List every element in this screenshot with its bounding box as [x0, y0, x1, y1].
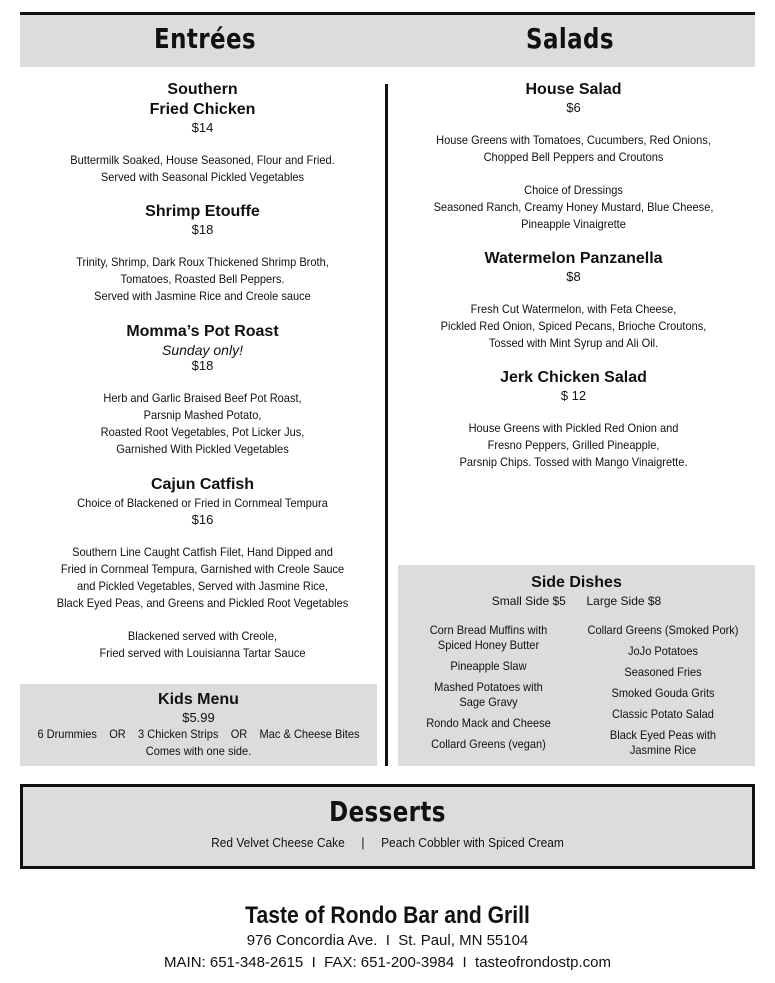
item-description: Choice of Dressings Seasoned Ranch, Creamy Honey Mustard, Blue Cheese, Pineapple Vinaigrette — [433, 183, 714, 231]
kids-menu-options: 6 Drummies OR 3 Chicken Strips OR Mac & Cheese Bites — [37, 727, 360, 741]
menu-item — [392, 80, 755, 233]
side-item: Classic Potato Salad — [612, 707, 714, 721]
column-divider — [385, 84, 388, 766]
small-side-price: Small Side $5 — [491, 594, 566, 608]
item-description: Buttermilk Soaked, House Seasoned, Flour and Fried. Served with Seasonal Pickled Vegetables — [70, 153, 335, 184]
side-item: Pineapple Slaw — [450, 659, 527, 673]
item-name: Fried Chicken — [149, 101, 256, 118]
side-item: Seasoned Fries — [624, 665, 702, 679]
menu-item — [20, 202, 385, 305]
restaurant-address: 976 Concordia Ave. I St. Paul, MN 55104 — [246, 932, 529, 949]
item-name: Watermelon Panzanella — [484, 250, 663, 267]
item-price: $18 — [191, 358, 214, 373]
side-item: Black Eyed Peas with Jasmine Rice — [609, 728, 717, 757]
item-price: $8 — [566, 269, 581, 284]
item-name: House Salad — [525, 81, 622, 98]
item-description: Herb and Garlic Braised Beef Pot Roast, Parsnip Mashed Potato, Roasted Root Vegetables, Pot Licker Jus, Garnished With Pickled Vegetables — [100, 391, 305, 456]
kids-menu-price: $5.99 — [182, 710, 215, 725]
item-price: $6 — [566, 100, 581, 115]
item-name: Momma’s Pot Roast — [126, 323, 279, 340]
item-description: Trinity, Shrimp, Dark Roux Thickened Shrimp Broth, Tomatoes, Roasted Bell Peppers. Served with Jasmine Rice and Creole sauce — [76, 255, 329, 303]
item-price: $ 12 — [560, 388, 587, 403]
kids-menu-title: Kids Menu — [158, 691, 239, 708]
salads-title: Salads — [526, 22, 614, 55]
menu-item — [392, 368, 755, 471]
desserts-box — [20, 784, 755, 869]
item-name: Southern — [167, 81, 238, 98]
side-item: Rondo Mack and Cheese — [426, 716, 551, 730]
menu-item — [20, 475, 385, 662]
side-item: Smoked Gouda Grits — [611, 686, 715, 700]
desserts-title: Desserts — [329, 795, 446, 828]
item-name: Jerk Chicken Salad — [500, 369, 647, 386]
restaurant-name: Taste of Rondo Bar and Grill — [245, 902, 530, 929]
item-note: Sunday only! — [162, 342, 243, 358]
side-item: JoJo Potatoes — [628, 644, 698, 658]
item-description: House Greens with Tomatoes, Cucumbers, Red Onions, Chopped Bell Peppers and Croutons — [436, 133, 711, 164]
entrees-title: Entrées — [153, 22, 257, 55]
side-dishes-title: Side Dishes — [531, 574, 622, 591]
item-subtitle: Choice of Blackened or Fried in Cornmeal Tempura — [77, 496, 328, 510]
menu-item — [20, 322, 385, 458]
restaurant-contact: MAIN: 651-348-2615 I FAX: 651-200-3984 I tasteofrondostp.com — [164, 954, 611, 971]
kids-menu-box — [20, 684, 377, 766]
large-side-price: Large Side $8 — [586, 594, 662, 608]
menu-item — [392, 249, 755, 352]
kids-menu-note: Comes with one side. — [145, 744, 252, 758]
side-dishes-box — [398, 565, 755, 766]
salad-list — [392, 80, 755, 471]
item-name: Cajun Catfish — [150, 476, 255, 493]
side-list-right — [585, 623, 741, 764]
item-description: House Greens with Pickled Red Onion and Fresno Peppers, Grilled Pineapple, Parsnip Chips. Tossed with Mango Vinaigrette. — [459, 421, 688, 469]
footer — [0, 902, 775, 974]
side-prices — [398, 593, 755, 609]
side-item: Collard Greens (Smoked Pork) — [587, 623, 739, 637]
side-item: Collard Greens (vegan) — [431, 737, 546, 751]
side-list-left — [413, 623, 565, 758]
item-description: Southern Line Caught Catfish Filet, Hand Dipped and Fried in Cornmeal Tempura, Garnished with Creole Sauce and Pickled Vegetables, Served with Jasmine Rice, Black Eyed Peas, and Greens and Pickled Root Vegetables — [56, 545, 349, 610]
item-price: $16 — [191, 512, 214, 527]
desserts-list: Red Velvet Cheese Cake | Peach Cobbler with Spiced Cream — [211, 835, 564, 850]
entree-list — [20, 80, 385, 662]
menu-item — [20, 80, 385, 186]
item-price: $14 — [191, 120, 214, 135]
item-description: Fresh Cut Watermelon, with Feta Cheese, Pickled Red Onion, Spiced Pecans, Brioche Croutons, Tossed with Mint Syrup and Ali Oil. — [440, 302, 707, 350]
item-description: Blackened served with Creole, Fried served with Louisianna Tartar Sauce — [99, 629, 306, 660]
item-price: $18 — [191, 222, 214, 237]
side-item: Mashed Potatoes with Sage Gravy — [434, 680, 543, 709]
side-item: Corn Bread Muffins with Spiced Honey Butter — [429, 623, 548, 652]
item-name: Shrimp Etouffe — [145, 203, 260, 220]
